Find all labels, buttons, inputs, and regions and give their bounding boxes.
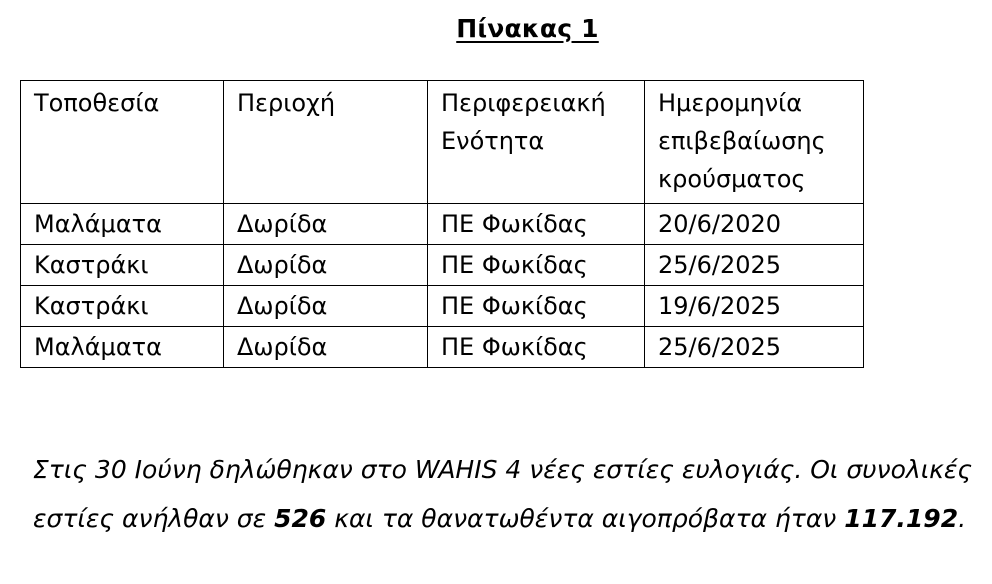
table-cell-location: Καστράκι — [21, 245, 224, 286]
column-header-area: Περιοχή — [224, 81, 428, 204]
table-cell-area: Δωρίδα — [224, 204, 428, 245]
table-cell-regional-unit: ΠΕ Φωκίδας — [428, 204, 645, 245]
table-cell-location: Καστράκι — [21, 286, 224, 327]
summary-note — [33, 445, 978, 543]
note-text: και τα θανατωθέντα αιγοπρόβατα ήταν — [326, 504, 845, 533]
culled-animals-value: 117.192 — [844, 504, 959, 533]
table-cell-date: 25/6/2025 — [645, 327, 864, 368]
document-title: Πίνακας 1 — [456, 14, 599, 43]
table-cell-area: Δωρίδα — [224, 286, 428, 327]
table-cell-date: 25/6/2025 — [645, 245, 864, 286]
table-cell-regional-unit: ΠΕ Φωκίδας — [428, 327, 645, 368]
table-row — [21, 327, 864, 368]
column-header-location: Τοποθεσία — [21, 81, 224, 204]
column-header-confirmation-date: Ημερομηνία επιβεβαίωσης κρούσματος — [645, 81, 864, 204]
cases-table — [20, 80, 864, 368]
table-cell-regional-unit: ΠΕ Φωκίδας — [428, 245, 645, 286]
total-outbreaks-value: 526 — [274, 504, 327, 533]
note-text: . — [958, 504, 967, 533]
table-cell-area: Δωρίδα — [224, 327, 428, 368]
table-row — [21, 204, 864, 245]
table-cell-location: Μαλάματα — [21, 327, 224, 368]
table-cell-location: Μαλάματα — [21, 204, 224, 245]
column-header-regional-unit: Περιφερειακή Ενότητα — [428, 81, 645, 204]
table-cell-regional-unit: ΠΕ Φωκίδας — [428, 286, 645, 327]
table-row — [21, 245, 864, 286]
note-text: Στις 30 Ιούνη δηλώθηκαν στο WAHIS 4 νέες εστίες ευλογιάς. Οι συνολικές εστίες ανήλθαν σε — [33, 455, 973, 533]
table-cell-date: 19/6/2025 — [645, 286, 864, 327]
table-header-row — [21, 81, 864, 204]
table-row — [21, 286, 864, 327]
table-cell-area: Δωρίδα — [224, 245, 428, 286]
table-cell-date: 20/6/2020 — [645, 204, 864, 245]
